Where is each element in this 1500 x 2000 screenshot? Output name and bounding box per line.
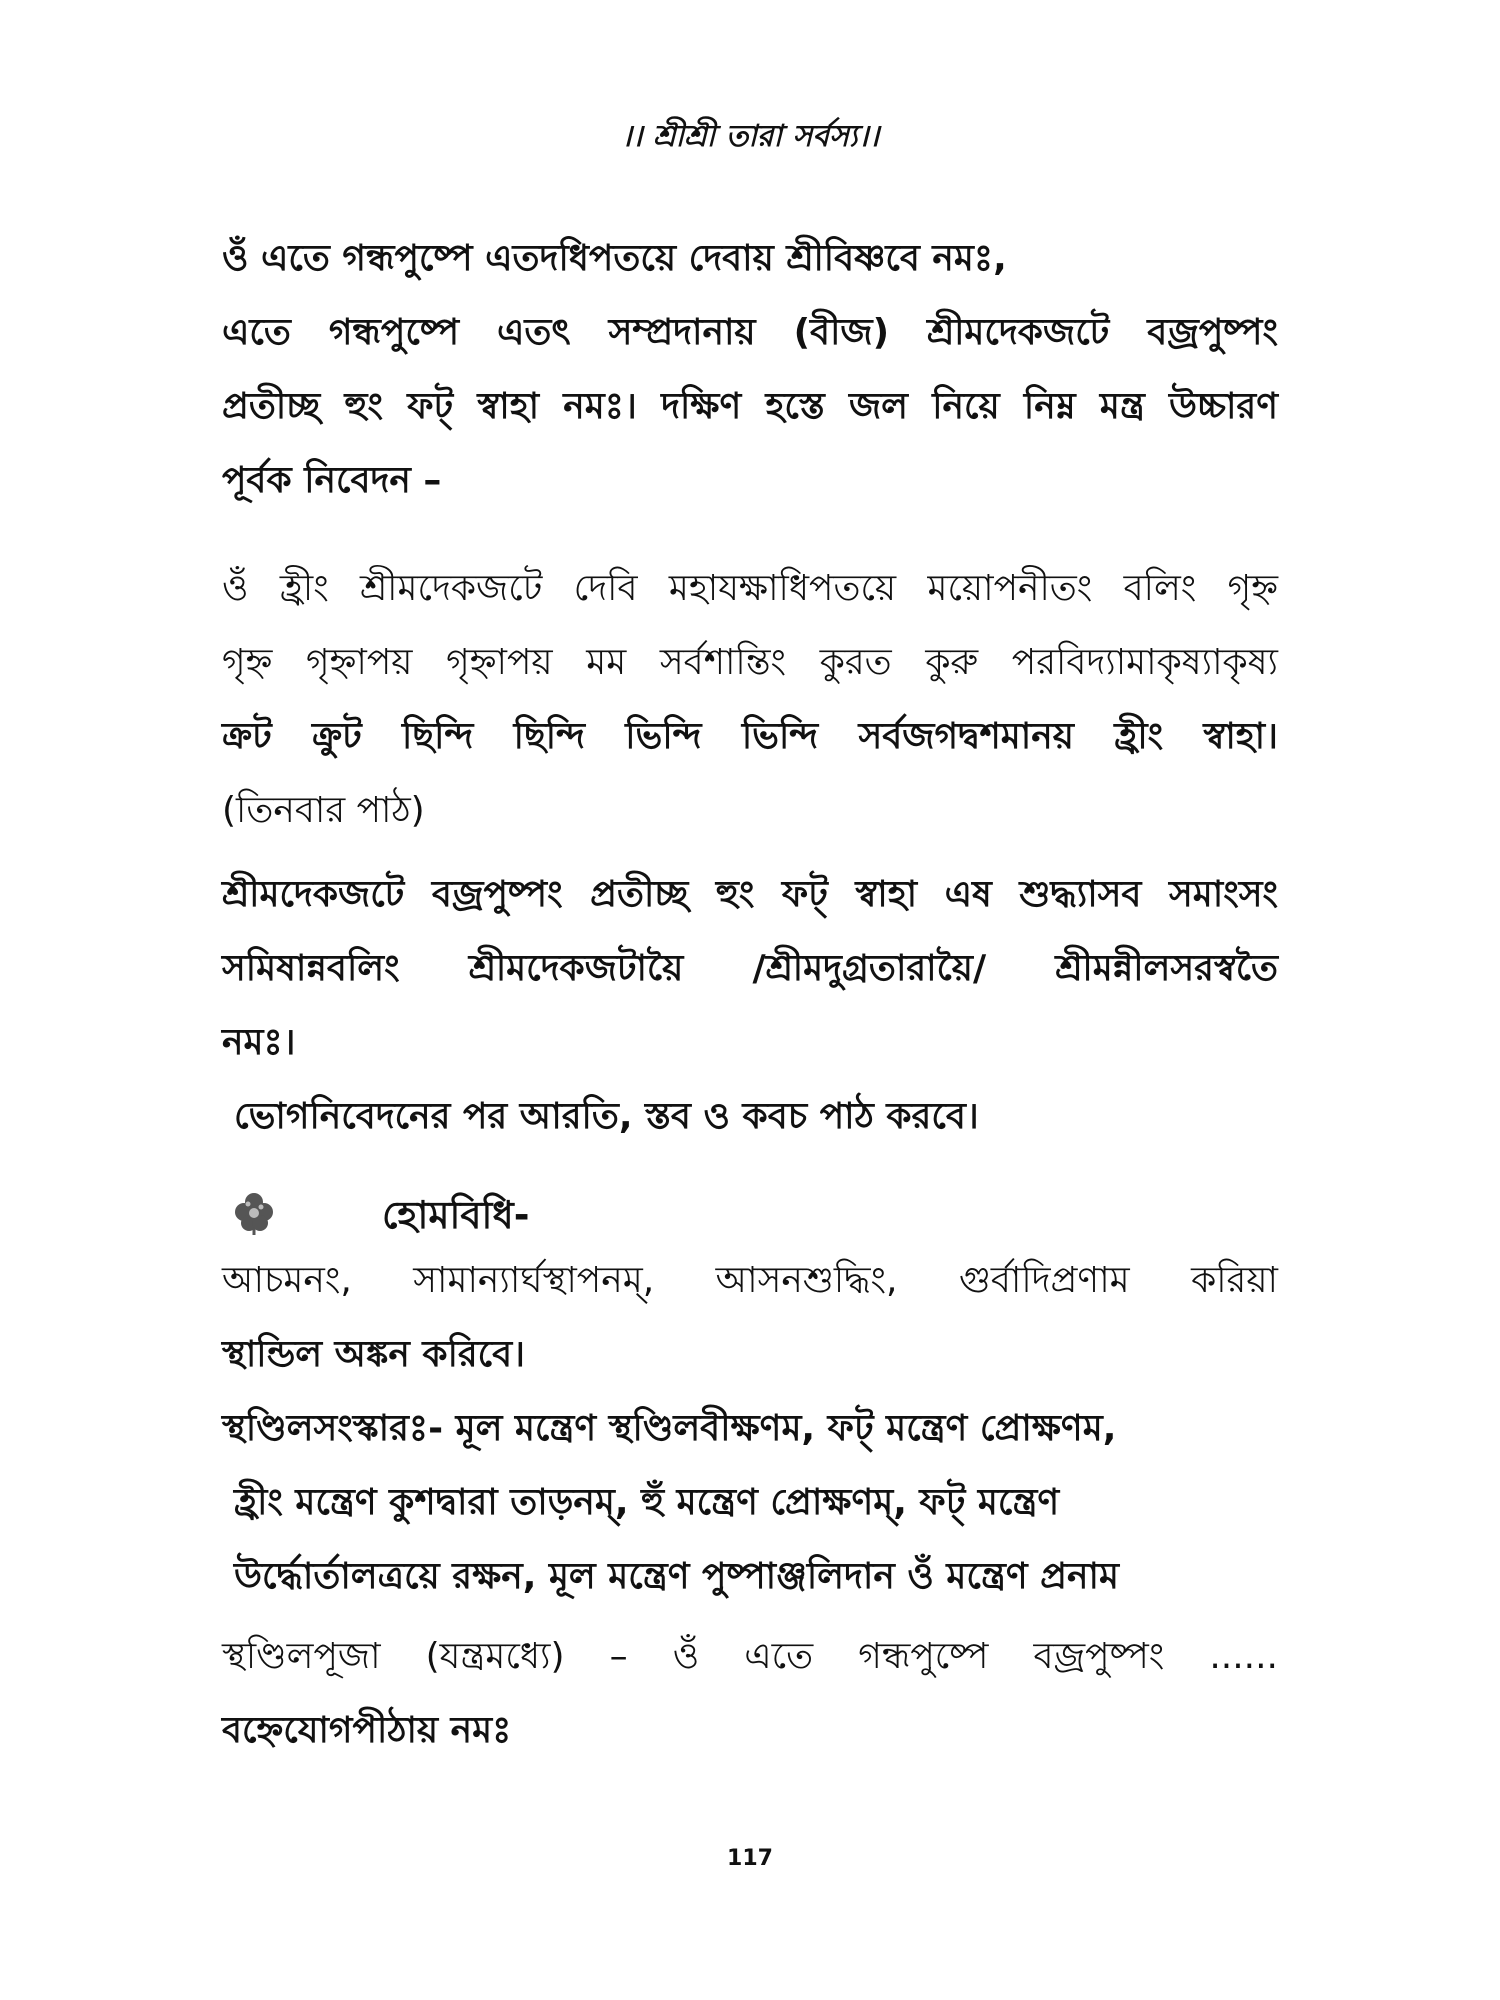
text-line: স্থণ্ডিলপূজা (যন্ত্রমধ্যে) – ওঁ এতে গন্ধপুষ্পে বজ্রপুষ্পং ...... xyxy=(222,1636,1278,1677)
paragraph-vajrapushpa xyxy=(222,858,1278,1154)
text-line: গৃহ্ন গৃহ্নাপয় গৃহ্নাপয় মম সর্বশান্তিং কুরত কুরু পরবিদ্যামাকৃষ্যাকৃষ্য xyxy=(222,642,1278,683)
text-line: ওঁ হ্রীং শ্রীমদেকজটে দেবি মহাযক্ষাধিপতয়ে ময়োপনীতং বলিং গৃহ্ন xyxy=(222,568,1278,609)
text-line: ক্রট ক্রুট ছিন্দি ছিন্দি ভিন্দি ভিন্দি সর্বজগদ্বশমানয় হ্রীং স্বাহা। xyxy=(222,716,1278,757)
flower-ornament-icon xyxy=(230,1188,278,1236)
text-line: প্রতীচ্ছ হুং ফট্ স্বাহা নমঃ। দক্ষিণ হস্তে জল নিয়ে নিম্ন মন্ত্র উচ্চারণ xyxy=(222,386,1278,427)
text-line: হ্রীং মন্ত্রেণ কুশদ্বারা তাড়নম্, হুঁ মন্ত্রেণ প্রোক্ষণম্, ফট্ মন্ত্রেণ xyxy=(234,1482,1060,1523)
text-line: ভোগনিবেদনের পর আরতি, স্তব ও কবচ পাঠ করবে। xyxy=(234,1096,979,1137)
text-line: (তিনবার পাঠ) xyxy=(222,790,425,831)
text-line: স্থণ্ডিলসংস্কারঃ- মূল মন্ত্রেণ স্থণ্ডিলবীক্ষণম, ফট্ মন্ত্রেণ প্রোক্ষণম, xyxy=(222,1408,1117,1449)
paragraph-homa-steps xyxy=(222,1244,1278,1614)
paragraph-offering-vishnu xyxy=(222,222,1278,518)
text-line: এতে গন্ধপুষ্পে এতৎ সম্প্রদানায় (বীজ) শ্রীমদেকজটে বজ্রপুষ্পং xyxy=(222,312,1278,353)
text-line: বহ্নেযোগপীঠায় নমঃ xyxy=(222,1710,512,1751)
homa-title: হোমবিধি- xyxy=(382,1193,530,1237)
text-line: আচমনং, সামান্যার্ঘস্থাপনম্, আসনশুদ্ধিং, গুর্বাদিপ্রণাম করিয়া xyxy=(222,1260,1278,1301)
paragraph-sthandila-puja xyxy=(222,1620,1278,1768)
text-line: ওঁ এতে গন্ধপুষ্পে এতদধিপতয়ে দেবায় শ্রীবিষ্ণবে নমঃ, xyxy=(222,238,1007,279)
text-line: উর্দ্ধোর্তালত্রয়ে রক্ষন, মূল মন্ত্রেণ পুষ্পাঞ্জলিদান ওঁ মন্ত্রেণ প্রনাম xyxy=(234,1556,1119,1597)
text-line: পূর্বক নিবেদন – xyxy=(222,460,442,501)
text-line: শ্রীমদেকজটে বজ্রপুষ্পং প্রতীচ্ছ হুং ফট্ স্বাহা এষ শুদ্ধ্যাসব সমাংসং xyxy=(222,874,1278,915)
paragraph-bali-mantra xyxy=(222,552,1278,848)
text-line: নমঃ। xyxy=(222,1022,296,1063)
text-line: সমিষান্নবলিং শ্রীমদেকজটায়ৈ /শ্রীমদুগ্রতারায়ৈ/ শ্রীমন্নীলসরস্বতৈ xyxy=(222,948,1278,989)
running-title: ।। শ্রীশ্রী তারা সর্বস্য।। xyxy=(620,119,880,154)
text-line: স্থান্ডিল অঙ্কন করিবে। xyxy=(222,1334,526,1375)
page-number: 117 xyxy=(727,1846,773,1871)
section-heading-homa xyxy=(222,1180,1278,1250)
